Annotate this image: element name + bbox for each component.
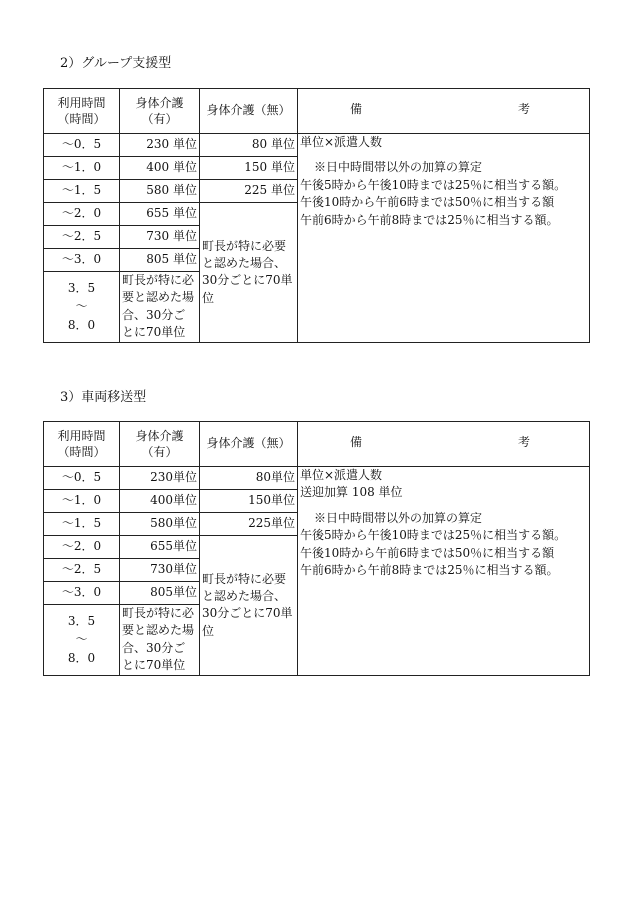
with-care-extra-cell: 町長が特に必要と認めた場合、30分ごとに70単位 [120, 272, 200, 343]
fee-table-group [43, 88, 590, 343]
header-with-care: 身体介護 （有） [120, 422, 200, 467]
with-care-cell: 230単位 [120, 467, 200, 490]
without-care-cell: 150 単位 [200, 157, 298, 180]
time-cell: ～0．5 [44, 467, 120, 490]
time-cell: ～3．0 [44, 582, 120, 605]
time-cell: ～1．0 [44, 490, 120, 513]
with-care-cell: 580単位 [120, 513, 200, 536]
notes-cell: 単位×派遣人数 ※日中時間帯以外の加算の算定 午後5時から午後10時までは25％に相当する額。 午後10時から午前6時までは50％に相当する額 午前6時から午前8時までは25％に相当する額。 [298, 134, 590, 343]
with-care-cell: 655単位 [120, 536, 200, 559]
time-cell: ～2．5 [44, 226, 120, 249]
without-care-cell: 225 単位 [200, 180, 298, 203]
with-care-cell: 655 単位 [120, 203, 200, 226]
header-time: 利用時間 （時間） [44, 422, 120, 467]
without-care-cell: 80単位 [200, 467, 298, 490]
fee-table-vehicle [43, 421, 590, 676]
section-title-group: 2）グループ支援型 [60, 56, 172, 71]
time-cell: ～1．5 [44, 180, 120, 203]
notes-cell: 単位×派遣人数 送迎加算 108 単位 ※日中時間帯以外の加算の算定 午後5時から午後10時までは25％に相当する額。 午後10時から午前6時までは50％に相当する額 午前6時から午前8時までは25％に相当する額。 [298, 467, 590, 676]
header-without-care: 身体介護（無） [200, 89, 298, 134]
table-row [44, 134, 590, 157]
section-title-vehicle: 3）車両移送型 [60, 390, 147, 405]
with-care-cell: 230 単位 [120, 134, 200, 157]
table-header-row [44, 89, 590, 134]
with-care-cell: 730 単位 [120, 226, 200, 249]
time-cell: ～2．0 [44, 536, 120, 559]
with-care-cell: 730単位 [120, 559, 200, 582]
with-care-cell: 805単位 [120, 582, 200, 605]
without-care-extra-cell: 町長が特に必要と認めた場合、30分ごとに70単位 [200, 203, 298, 343]
time-cell-long: 3．5 ～ 8．0 [44, 272, 120, 343]
header-notes: 備 考 [298, 422, 590, 467]
header-without-care: 身体介護（無） [200, 422, 298, 467]
header-time: 利用時間 （時間） [44, 89, 120, 134]
time-cell: ～1．5 [44, 513, 120, 536]
time-cell: ～0．5 [44, 134, 120, 157]
time-cell: ～1．0 [44, 157, 120, 180]
header-with-care: 身体介護 （有） [120, 89, 200, 134]
with-care-cell: 580 単位 [120, 180, 200, 203]
without-care-cell: 150単位 [200, 490, 298, 513]
with-care-cell: 805 単位 [120, 249, 200, 272]
without-care-cell: 80 単位 [200, 134, 298, 157]
with-care-cell: 400 単位 [120, 157, 200, 180]
with-care-extra-cell: 町長が特に必要と認めた場合、30分ごとに70単位 [120, 605, 200, 676]
table-row [44, 467, 590, 490]
table-header-row [44, 422, 590, 467]
with-care-cell: 400単位 [120, 490, 200, 513]
time-cell: ～2．5 [44, 559, 120, 582]
time-cell: ～2．0 [44, 203, 120, 226]
without-care-cell: 225単位 [200, 513, 298, 536]
time-cell-long: 3．5 ～ 8．0 [44, 605, 120, 676]
without-care-extra-cell: 町長が特に必要と認めた場合、30分ごとに70単位 [200, 536, 298, 676]
time-cell: ～3．0 [44, 249, 120, 272]
header-notes: 備 考 [298, 89, 590, 134]
